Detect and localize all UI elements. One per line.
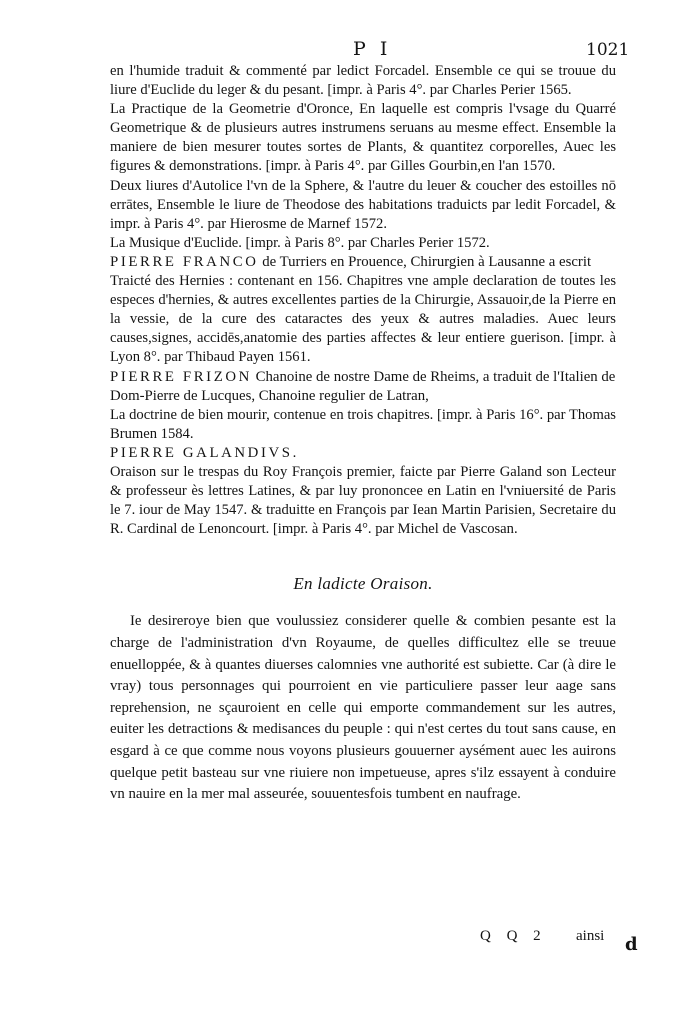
entry-paragraph: La doctrine de bien mourir, contenue en trois chapitres. [impr. à Paris 16°. par Thomas Brumen 1584. xyxy=(110,406,616,442)
header-letter: P I xyxy=(353,38,392,60)
author-name: PIERRE GALANDIVS. xyxy=(110,444,299,461)
running-header xyxy=(0,38,696,62)
entry-paragraph: Traicté des Hernies : contenant en 156. Chapitres vne ample declaration de toutes les especes d'hernies, & autres excellentes parties de la Chirurgie, Assauoir,de la Pierre en la vessie, de la cure des cataractes des yeux & autres maladies. Auec leurs causes,signes, accidēs,anatomie des parties affectes & leur entiere guerison. [impr. à Lyon 8°. par Thibaud Payen 1561. xyxy=(110,273,616,366)
entry-paragraph: en l'humide traduit & commenté par ledict Forcadel. Ensemble ce qui se trouue du liure d'Euclide du leger & du pesant. [impr. à Paris 4°. par Charles Perier 1565. xyxy=(110,63,616,99)
catchword: ainsi xyxy=(576,928,605,944)
margin-mark: d xyxy=(625,934,638,955)
page-number: 1021 xyxy=(586,40,630,60)
author-name: PIERRE FRANCO xyxy=(110,253,259,270)
bibliography-body xyxy=(110,62,616,806)
catchword-line xyxy=(468,928,628,950)
author-name: PIERRE FRIZON xyxy=(110,368,252,385)
author-description: de Turriers en Prouence, Chirurgien à Lausanne a escrit xyxy=(258,253,592,270)
entry-paragraph: La Practique de la Geometrie d'Oronce, En laquelle est compris l'vsage du Quarré Geometrique & de plusieurs autres instrumens seruans au mesme effect. Ensemble la maniere de bien mesurer toutes sortes de Plants, & quantitez corporelles, Auec les figures & demonstrations. [impr. à Paris 4°. par Gilles Gourbin,en l'an 1570. xyxy=(110,101,616,175)
entry-paragraph: La Musique d'Euclide. [impr. à Paris 8°. par Charles Perier 1572. xyxy=(110,234,490,251)
oration-text: Ie desireroye bien que voulussiez considerer quelle & combien pesante est la charge de l'administration d'vn Royaume, de quelles difficultez elle se treuue enuelloppée, & à quantes diuerses calomnies vne authorité est subiette. Car (à dire le vray) tous personnages qui pourroient en vie particuliere passer leur aage sans reprehension, ne sçauroient en celle qui emporte commandement sur les autres, euiter les detractions & medisances du peuple : qui n'est certes du tout sans cause, en esgard à ce que comme nous voyons plusieurs gouuerner aysément auec les auirons quelque petit basteau sur vne riuiere non impetueuse, apres s'ilz essayent à conduire vn nauire en la mer mal asseurée, souuentesfois tumbent en naufrage. xyxy=(110,613,616,803)
author-heading xyxy=(110,444,616,463)
signature-mark: Q Q 2 xyxy=(480,928,547,944)
author-description: Chanoine de nostre Dame de Rheims, a traduit de l'Italien de Dom-Pierre de Lucques, Chanoine regulier de Latran, xyxy=(110,368,616,404)
entry-paragraph: Oraison sur le trespas du Roy François premier, faicte par Pierre Galand son Lecteur & professeur ès lettres Latines, & par luy prononcee en Latin en l'vniuersité de Paris le 7. iour de May 1547. & traduitte en François par Iean Martin Parisien, Secretaire du R. Cardinal de Lenoncourt. [impr. à Paris 4°. par Michel de Vascosan. xyxy=(110,463,616,538)
author-heading xyxy=(110,368,616,406)
author-heading xyxy=(110,253,616,272)
section-title: En ladicte Oraison. xyxy=(293,574,433,594)
entry-paragraph: Deux liures d'Autolice l'vn de la Sphere, & l'autre du leuer & coucher des estoilles nō errātes, Ensemble le liure de Theodose des habitations traduicts par ledit Forcadel, & impr. à Paris 4°. par Hierosme de Marnef 1572. xyxy=(110,177,616,232)
